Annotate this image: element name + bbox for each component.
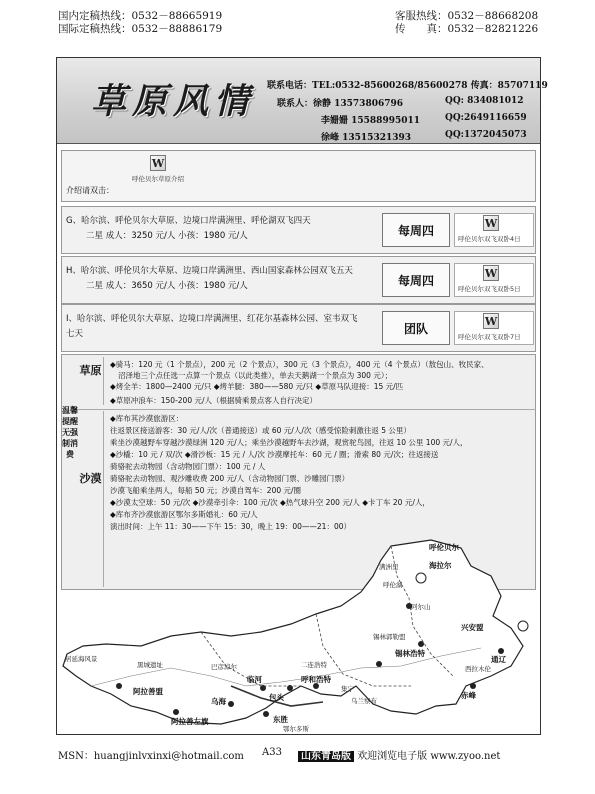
route-price: 二星 成人：3650 元/人 小孩：1980 元/人: [86, 281, 248, 291]
contact-phone: 联系电话：TEL:0532-85600268/85600278 传真：85707119: [267, 81, 548, 91]
map-label-xilinhot: 锡林浩特: [395, 649, 425, 658]
map-label-alashanzuoqi: 阿拉善左旗: [171, 717, 209, 726]
route-doc-link[interactable]: [454, 311, 534, 345]
edition-badge: 山东青岛版: [298, 751, 354, 762]
map-label-xilamulun: 西拉木伦: [465, 665, 491, 673]
desert-line: 沙漠飞船乘坐两人，每船 50 元；沙漠自驾车：200 元/圈: [110, 486, 302, 495]
inner-mongolia-map: [61, 536, 536, 732]
route-doc-link[interactable]: [454, 213, 534, 247]
desert-line: 演出时间：上午 11：30——下午 15：30，晚上 19：00——21：00）: [110, 522, 351, 531]
route-doc-link[interactable]: [454, 263, 534, 297]
footer-tagline-block: [298, 747, 500, 762]
map-label-erlianhot: 二连浩特: [301, 661, 327, 669]
service-hotlines: [395, 10, 538, 36]
brand-title: 草原风情: [91, 81, 256, 122]
ad-frame: [56, 57, 548, 735]
grassland-line: ◆草原冲浪车：150-200 元/人（根据骑乘景点客人自行决定）: [110, 396, 318, 405]
grassland-line: 沼泽地三个点任选一点算一个景点（以此类推），单去天鹅湖一个景点为 300 元）；: [118, 371, 393, 380]
footer-msn: MSN：huangjinlvxinxi@hotmail.com: [58, 751, 244, 762]
international-hotline: 国际定稿热线：0532－88886179: [58, 23, 223, 35]
domestic-hotlines: [58, 10, 222, 36]
desert-line: 骑骆驼去动物园、观沙雕收费 200 元/人（含动物园门票、沙雕园门票）: [110, 474, 350, 483]
desert-line: ◆沙橇：10 元 / 双/次 ◆滑沙板：15 元 / 人/次 沙漠摩托车：60 元 / 圈；滑索 80 元/次；往返接送: [110, 450, 439, 459]
ad-header: [57, 58, 548, 144]
map-label-jining: 集宁: [341, 685, 354, 693]
word-document-icon[interactable]: W: [151, 157, 165, 170]
contact-person-1: 联系人：徐静 13573806796: [277, 99, 404, 109]
route-doc-caption: 呼伦贝尔双飞双卧4日: [458, 235, 521, 243]
route-frequency: 团队: [382, 311, 450, 345]
domestic-hotline: 国内定稿热线：0532－88665919: [58, 10, 223, 22]
map-label-juyanhai: 居延海风景: [65, 655, 98, 663]
word-document-icon[interactable]: W: [484, 315, 498, 328]
map-label-heicheng: 黑城遗址: [137, 661, 163, 669]
route-title: H、哈尔滨、呼伦贝尔大草原、边境口岸满洲里、西山国家森林公园双飞五天: [66, 266, 353, 276]
map-outline: [61, 536, 536, 732]
desert-line: 往返景区接送游客：30 元/人/次（普通接送）或 60 元/人/次（感受惊险刺激往返 5 公里）: [110, 426, 411, 435]
desert-line: ◆库布其沙漠旅游区：: [110, 414, 184, 423]
route-price: 七天: [66, 329, 84, 339]
footer-tagline: 欢迎浏览电子版 www.zyoo.net: [357, 751, 501, 762]
tips-side-label: 温馨提醒无强制消费: [62, 406, 78, 459]
route-title: I、哈尔滨、呼伦贝尔大草原、边境口岸满洲里、红花尔基森林公园、室韦双飞: [66, 314, 358, 324]
map-label-xilinguole: 锡林郭勒盟: [373, 633, 406, 641]
route-g: [61, 206, 536, 254]
contact-qq-1: QQ: 834081012: [445, 96, 524, 106]
contact-person-2: 李姗姗 15588995011: [321, 116, 421, 126]
word-document-icon[interactable]: W: [484, 217, 498, 230]
desert-line: 乘坐沙漠越野车穿越沙漠绿洲 120 元/人；乘坐沙漠越野车去沙湖，观赏驼鸟园，往返 10 公里 100 元/人，: [110, 438, 468, 447]
intro-label: 介绍请双击：: [66, 186, 114, 195]
map-label-manzhouli: 满洲里: [379, 563, 399, 571]
map-label-eerduosi: 鄂尔多斯: [283, 725, 309, 733]
map-label-xing-an: 兴安盟: [461, 623, 484, 632]
desert-line: 骑骆驼去动物园（含动物园门票）：100 元 / 人: [110, 462, 266, 471]
map-label-hulun: 呼伦贝尔: [429, 543, 459, 552]
map-label-hulunlake: 呼伦湖: [383, 581, 403, 589]
fax-line: 传 真：0532－82821226: [395, 23, 539, 35]
route-price: 二星 成人：3250 元/人 小孩：1980 元/人: [86, 231, 248, 241]
route-doc-caption: 呼伦贝尔双飞双卧7日: [458, 333, 521, 341]
route-frequency: 每周四: [382, 213, 450, 247]
map-label-baotou: 包头: [269, 693, 284, 702]
route-h: [61, 256, 536, 304]
map-label-wulanchabu: 乌兰察布: [351, 697, 377, 705]
section-divider: [78, 409, 536, 410]
map-label-aershan: 阿尔山: [411, 603, 431, 611]
map-label-dongsheng: 东胜: [273, 715, 288, 724]
map-label-chifeng: 赤峰: [461, 691, 476, 700]
desert-label: 沙漠: [78, 411, 104, 587]
desert-line: ◆沙漠太空球：50 元/次 ◆沙漠牵引伞：100 元/次 ◆热气球升空 200 元/人 ◆卡丁车 20 元/人，: [110, 498, 430, 507]
word-document-icon[interactable]: W: [484, 267, 498, 280]
intro-doc-caption: 呼伦贝尔草原介绍: [132, 175, 184, 183]
grassland-line: ◆烤全羊：1800—2400 元/只 ◆烤羊腿：380——580 元/只 ◆草原马队迎接：15 元/匹: [110, 382, 404, 391]
map-label-linhe: 临河: [247, 675, 262, 684]
map-label-tongliao: 通辽: [491, 655, 506, 664]
desert-line: ◆库布齐沙漠旅游区鄂尔多斯婚礼：60 元/人: [110, 510, 258, 519]
map-label-wuhai: 乌海: [211, 697, 226, 706]
map-label-hailar: 海拉尔: [429, 561, 452, 570]
map-label-bayannur: 巴彦淖尔: [211, 663, 237, 671]
map-label-alashan: 阿拉善盟: [133, 687, 163, 696]
contact-qq-3: QQ:1372045073: [445, 130, 527, 140]
route-doc-caption: 呼伦贝尔双飞双卧5日: [458, 285, 521, 293]
intro-box: [61, 150, 536, 202]
route-frequency: 每周四: [382, 263, 450, 297]
route-i: [61, 304, 536, 352]
customer-hotline: 客服热线：0532－88668208: [395, 10, 539, 22]
map-label-hohhot: 呼和浩特: [301, 675, 331, 684]
grassland-line: ◆骑马：120 元（1 个景点），200 元（2 个景点），300 元（3 个景点），400 元（4 个景点）（敖包山、牧民家、: [110, 360, 489, 369]
contact-qq-2: QQ:2649116659: [445, 113, 527, 123]
route-title: G、哈尔滨、呼伦贝尔大草原、边境口岸满洲里、呼伦湖双飞四天: [66, 216, 311, 226]
contact-person-3: 徐峰 13515321393: [321, 133, 412, 143]
page-number: A33: [262, 747, 282, 758]
grassland-label: 草原: [78, 357, 104, 405]
